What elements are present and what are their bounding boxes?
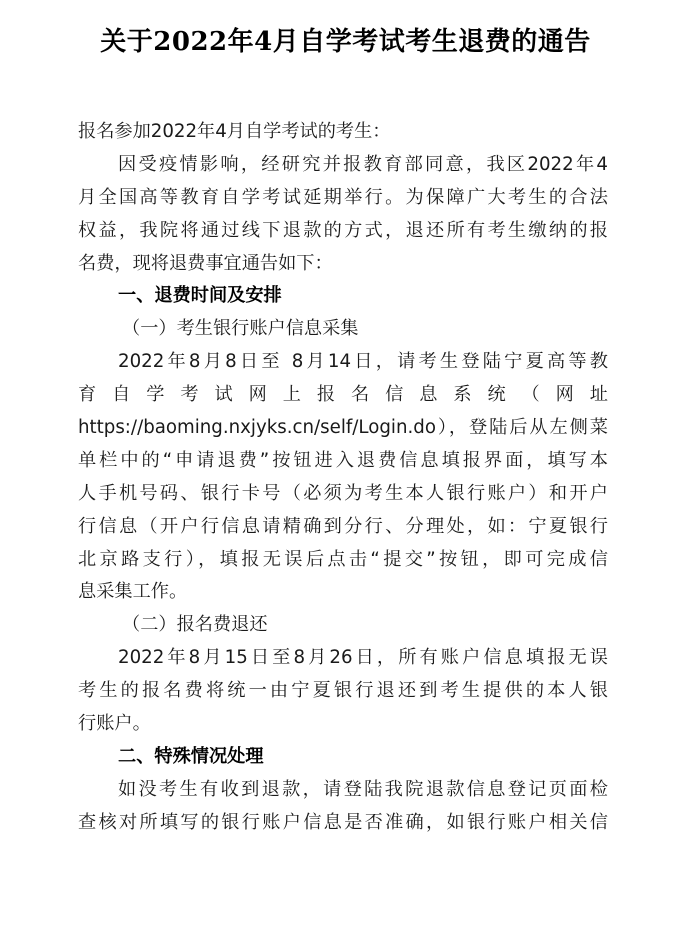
paragraph-line: 如没考生有收到退款，请登陆我院退款信息登记页面检	[118, 778, 608, 800]
paragraph-line: 息采集工作。	[78, 581, 188, 603]
paragraph-line: 行信息（开户行信息请精确到分行、分理处，如：宁夏银行	[78, 515, 608, 537]
paragraph-line: 月全国高等教育自学考试延期举行。为保障广大考生的合法	[78, 186, 608, 208]
paragraph-line: 权益，我院将通过线下退款的方式，退还所有考生缴纳的报	[78, 219, 608, 241]
document-body	[78, 116, 608, 840]
paragraph-line: 2022年8月8日至 8月14日，请考生登陆宁夏高等教	[118, 351, 608, 373]
paragraph-line: 考生的报名费将统一由宁夏银行退还到考生提供的本人银	[78, 680, 608, 702]
paragraph-line: 行账户。	[78, 713, 151, 735]
paragraph-line: 名费，现将退费事宜通告如下：	[78, 252, 333, 274]
paragraph-line: 北京路支行），填报无误后点击“提交”按钮，即可完成信	[78, 548, 608, 570]
subsection-heading: （一）考生银行账户信息采集	[122, 318, 359, 340]
document-title: 关于2022年4月自学考试考生退费的通告	[100, 27, 591, 57]
paragraph-line: 查核对所填写的银行账户信息是否准确，如银行账户相关信	[78, 811, 608, 833]
url-line: https://baoming.nxjyks.cn/self/Login.do），登陆后从左侧菜	[78, 417, 608, 439]
paragraph-line: 育 自 学 考 试 网 上 报 名 信 息 系 统 （ 网 址	[78, 384, 608, 406]
section-heading: 一、退费时间及安排	[118, 285, 282, 307]
paragraph-line: 单栏中的“申请退费”按钮进入退费信息填报界面，填写本	[78, 449, 608, 471]
paragraph-line: 2022年8月15日至8月26日，所有账户信息填报无误	[118, 647, 608, 669]
paragraph-line: 人手机号码、银行卡号（必须为考生本人银行账户）和开户	[78, 482, 608, 504]
section-heading: 二、特殊情况处理	[118, 745, 264, 767]
paragraph-line: 因受疫情影响，经研究并报教育部同意，我区2022年4	[118, 153, 608, 175]
subsection-heading: （二）报名费退还	[122, 614, 268, 636]
salutation-line: 报名参加2022年4月自学考试的考生：	[78, 121, 391, 142]
